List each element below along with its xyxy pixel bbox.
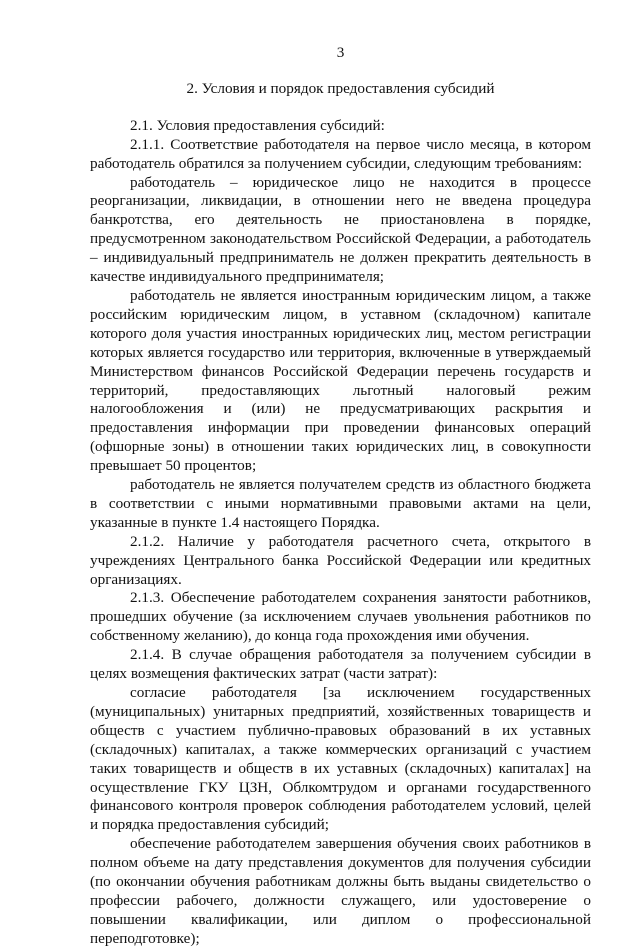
paragraph-2-1-2: 2.1.2. Наличие у работодателя расчетного счета, открытого в учреждениях Центрального банка Российской Федерации или кредитных организациях. bbox=[90, 532, 591, 588]
paragraph-requirement-reorganization: работодатель – юридическое лицо не находится в процессе реорганизации, ликвидации, в отношении него не введена процедура банкротства, его деятельность не приостановлена в порядке, предусмотренном законодательством Российской Федерации, а работодатель – индивидуальный предприниматель не должен прекратить деятельность в качестве индивидуального предпринимателя; bbox=[90, 173, 591, 286]
paragraph-requirement-foreign-entity: работодатель не является иностранным юридическим лицом, а также российским юридическим лицом, в уставном (складочном) капитале которого доля участия иностранных юридических лиц, местом регистрации которых является государство или территория, включенные в утверждаемый Министерством финансов Российской Федерации перечень государств и территорий, предоставляющих льготный налоговый режим налогообложения и (или) не предусматривающих раскрытия и предоставления информации при проведении финансовых операций (офшорные зоны) в отношении таких юридических лиц, в совокупности превышает 50 процентов; bbox=[90, 286, 591, 475]
paragraph-2-1-1: 2.1.1. Соответствие работодателя на первое число месяца, в котором работодатель обратился за получением субсидии, следующим требованиям: bbox=[90, 135, 591, 172]
paragraph-requirement-budget-funds: работодатель не является получателем средств из областного бюджета в соответствии с иными нормативными правовыми актами на цели, указанные в пункте 1.4 настоящего Порядка. bbox=[90, 476, 591, 531]
paragraph-2-1-4: 2.1.4. В случае обращения работодателя за получением субсидии в целях возмещения фактических затрат (части затрат): bbox=[90, 646, 591, 683]
paragraph-2-1: 2.1. Условия предоставления субсидий: bbox=[130, 116, 385, 134]
paragraph-consent: согласие работодателя [за исключением государственных (муниципальных) унитарных предприятий, хозяйственных товариществ и обществ с участием публично-правовых образований в их уставных (складочных) капиталах, а также коммерческих организаций с участием таких товариществ и обществ в их уставных (складочных) капиталах] на осуществление ГКУ ЦЗН, Облкомтрудом и органами государственного финансового контроля проверок соблюдения работодателем условий, целей и порядка предоставления субсидий; bbox=[90, 684, 591, 834]
paragraph-2-1-3: 2.1.3. Обеспечение работодателем сохранения занятости работников, прошедших обучение (за исключением случаев увольнения работников по собственному желанию), до конца года прохождения ими обучения. bbox=[90, 589, 591, 645]
section-title: 2. Условия и порядок предоставления субсидий bbox=[186, 79, 495, 97]
page-number: 3 bbox=[336, 44, 345, 61]
paragraph-training-completion: обеспечение работодателем завершения обучения своих работников в полном объеме на дату представления документов для получения субсидии (по окончании обучения работникам должны быть выданы свидетельство о профессии рабочего, должности служащего, или удостоверение о повышении квалификации, или диплом о профессиональной переподготовке); bbox=[90, 835, 591, 947]
